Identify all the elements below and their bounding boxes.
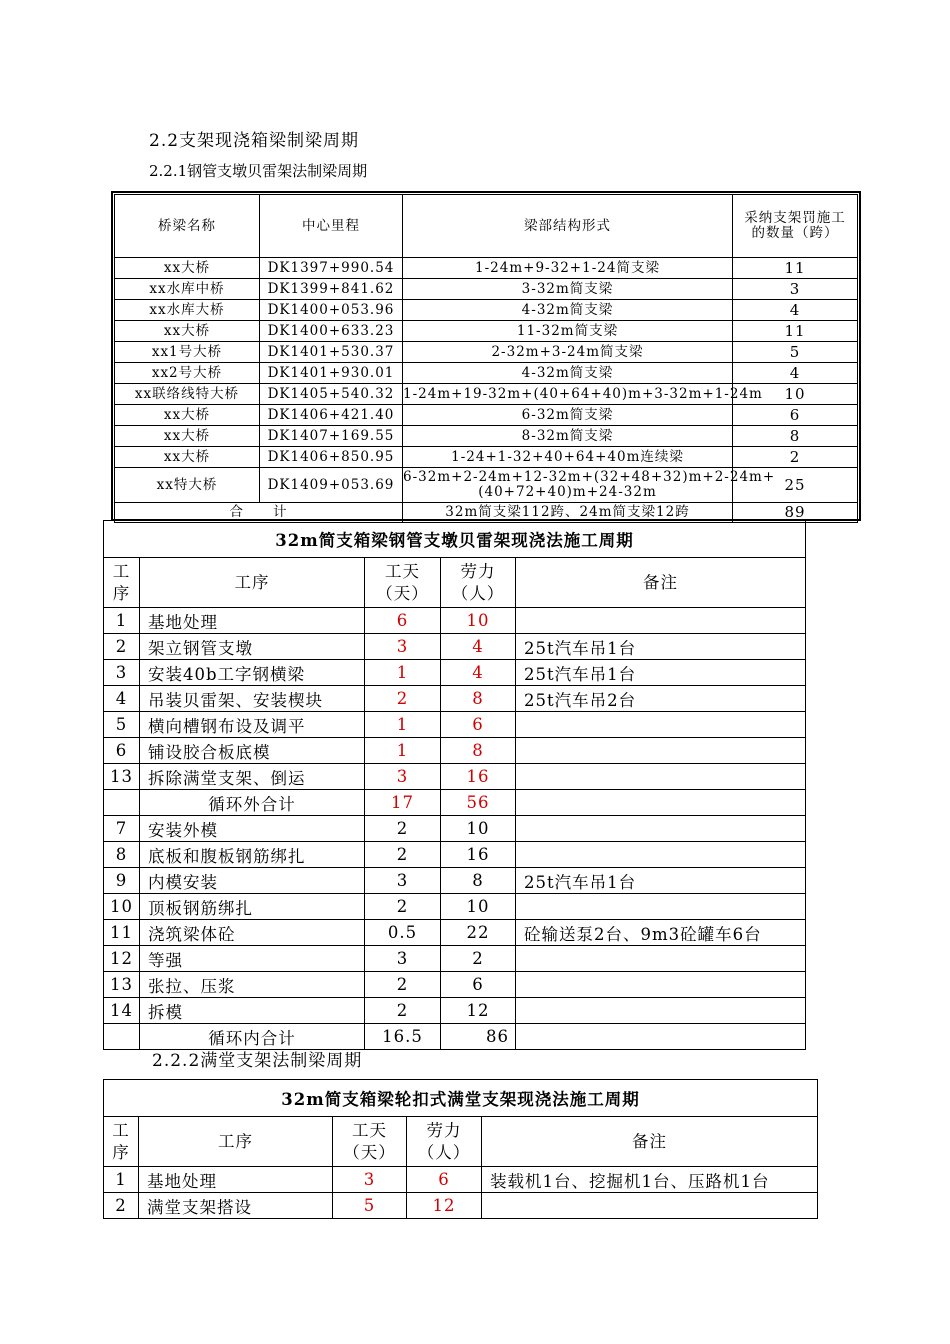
step-number: 10 [104, 894, 140, 920]
mileage: DK1407+169.55 [260, 426, 403, 447]
remark [516, 998, 806, 1024]
total-label: 合 计 [115, 503, 403, 523]
process-name: 内模安装 [140, 868, 365, 894]
bridge-name: xx1号大桥 [115, 342, 260, 363]
step-number: 12 [104, 946, 140, 972]
work-days: 2 [365, 972, 441, 998]
step-number: 5 [104, 712, 140, 738]
step-number: 11 [104, 920, 140, 946]
step-number: 7 [104, 816, 140, 842]
step-number: 4 [104, 686, 140, 712]
step-number: 2 [104, 1193, 139, 1219]
process-name: 安装外模 [140, 816, 365, 842]
work-days: 2 [365, 894, 441, 920]
process-name: 架立钢管支墩 [140, 634, 365, 660]
step-number: 13 [104, 764, 140, 790]
table-row [115, 342, 858, 363]
work-days: 3 [365, 868, 441, 894]
process-name: 基地处理 [140, 608, 365, 634]
structure: 8-32m简支梁 [403, 426, 733, 447]
subsection-heading: 2.2.2满堂支架法制梁周期 [152, 1051, 363, 1071]
table-header-row [115, 195, 858, 258]
span-count: 5 [733, 342, 858, 363]
subtotal-label: 循环外合计 [140, 790, 365, 816]
work-days: 3 [365, 634, 441, 660]
table-row [104, 738, 806, 764]
process-name: 拆除满堂支架、倒运 [140, 764, 365, 790]
work-days: 2 [365, 998, 441, 1024]
col-header-remark: 备注 [482, 1117, 818, 1167]
table-row [115, 258, 858, 279]
process-name: 安装40b工字钢横梁 [140, 660, 365, 686]
table-row [104, 1167, 818, 1193]
col-header-structure: 梁部结构形式 [403, 195, 733, 258]
structure: 11-32m简支梁 [403, 321, 733, 342]
work-days: 6 [365, 608, 441, 634]
remark: 25t汽车吊1台 [516, 660, 806, 686]
schedule-title-row [104, 521, 806, 558]
table-row [104, 998, 806, 1024]
bridge-table [111, 191, 861, 521]
bridge-name: xx大桥 [115, 405, 260, 426]
schedule-header-row [104, 1117, 818, 1167]
col-header-labor: 劳力 （人） [441, 558, 516, 608]
process-name: 吊装贝雷架、安装楔块 [140, 686, 365, 712]
labor-count: 10 [441, 816, 516, 842]
step-number: 6 [104, 738, 140, 764]
bridge-name: xx大桥 [115, 426, 260, 447]
labor-count: 12 [407, 1193, 482, 1219]
step-number: 13 [104, 972, 140, 998]
labor-count: 6 [441, 972, 516, 998]
labor-count: 6 [441, 712, 516, 738]
col-header-days: 工天 （天） [365, 558, 441, 608]
remark [516, 894, 806, 920]
process-name: 顶板钢筋绑扎 [140, 894, 365, 920]
work-days: 3 [365, 764, 441, 790]
span-count: 11 [733, 321, 858, 342]
table-row [115, 363, 858, 384]
span-count: 11 [733, 258, 858, 279]
structure: 4-32m简支梁 [403, 300, 733, 321]
process-name: 基地处理 [139, 1167, 333, 1193]
process-name: 浇筑梁体砼 [140, 920, 365, 946]
remark: 砼输送泵2台、9m3砼罐车6台 [516, 920, 806, 946]
total-structure: 32m简支梁112跨、24m简支梁12跨 [403, 503, 733, 523]
schedule-title-row [104, 1080, 818, 1117]
work-days: 2 [365, 842, 441, 868]
table-row [104, 842, 806, 868]
structure: 3-32m简支梁 [403, 279, 733, 300]
bridge-name: xx水库中桥 [115, 279, 260, 300]
step-number: 8 [104, 842, 140, 868]
remark [516, 608, 806, 634]
remark [516, 842, 806, 868]
mileage: DK1397+990.54 [260, 258, 403, 279]
mileage: DK1400+053.96 [260, 300, 403, 321]
table-row [104, 686, 806, 712]
bridge-name: xx特大桥 [115, 468, 260, 503]
mileage: DK1406+850.95 [260, 447, 403, 468]
col-header-count: 采纳支架罚施工 的数量（跨） [733, 195, 858, 258]
col-header-remark: 备注 [516, 558, 806, 608]
bridge-name: xx大桥 [115, 447, 260, 468]
work-days: 5 [333, 1193, 407, 1219]
table-row [115, 447, 858, 468]
remark: 25t汽车吊2台 [516, 686, 806, 712]
schedule-table-steel-pier [103, 520, 806, 1050]
remark [516, 738, 806, 764]
labor-count: 6 [407, 1167, 482, 1193]
remark [516, 972, 806, 998]
remark: 25t汽车吊1台 [516, 868, 806, 894]
work-days: 3 [333, 1167, 407, 1193]
remark [482, 1193, 818, 1219]
step-number: 2 [104, 634, 140, 660]
remark [516, 712, 806, 738]
col-header-bridge-name: 桥梁名称 [115, 195, 260, 258]
step-number: 1 [104, 1167, 139, 1193]
span-count: 4 [733, 300, 858, 321]
labor-count: 22 [441, 920, 516, 946]
mileage: DK1401+930.01 [260, 363, 403, 384]
step-number: 1 [104, 608, 140, 634]
work-days: 3 [365, 946, 441, 972]
labor-count: 8 [441, 738, 516, 764]
work-days: 0.5 [365, 920, 441, 946]
bridge-name: xx水库大桥 [115, 300, 260, 321]
mileage: DK1406+421.40 [260, 405, 403, 426]
process-name: 张拉、压浆 [140, 972, 365, 998]
remark [516, 816, 806, 842]
remark: 25t汽车吊1台 [516, 634, 806, 660]
labor-count: 4 [441, 660, 516, 686]
table-row [104, 894, 806, 920]
labor-count: 4 [441, 634, 516, 660]
table-row [115, 300, 858, 321]
mileage: DK1400+633.23 [260, 321, 403, 342]
subtotal-label: 循环内合计 [140, 1024, 365, 1050]
subtotal-days: 17 [365, 790, 441, 816]
table-row [104, 608, 806, 634]
col-header-mileage: 中心里程 [260, 195, 403, 258]
structure: 2-32m+3-24m简支梁 [403, 342, 733, 363]
span-count: 3 [733, 279, 858, 300]
schedule-title: 32m简支箱梁轮扣式满堂支架现浇法施工周期 [104, 1080, 818, 1117]
subtotal-row [104, 790, 806, 816]
table-row [104, 868, 806, 894]
col-header-days: 工天 （天） [333, 1117, 407, 1167]
mileage: DK1405+540.32 [260, 384, 403, 405]
mileage: DK1401+530.37 [260, 342, 403, 363]
subsection-heading: 2.2.1钢管支墩贝雷架法制梁周期 [149, 162, 368, 180]
process-name: 拆模 [140, 998, 365, 1024]
process-name: 底板和腹板钢筋绑扎 [140, 842, 365, 868]
subtotal-days: 16.5 [365, 1024, 441, 1050]
section-heading: 2.2支架现浇箱梁制梁周期 [149, 131, 360, 151]
bridge-name: xx2号大桥 [115, 363, 260, 384]
mileage: DK1409+053.69 [260, 468, 403, 503]
work-days: 2 [365, 686, 441, 712]
work-days: 1 [365, 660, 441, 686]
labor-count: 16 [441, 764, 516, 790]
structure: 1-24+1-32+40+64+40m连续梁 [403, 447, 733, 468]
table-row [104, 764, 806, 790]
bridge-name: xx联络线特大桥 [115, 384, 260, 405]
subtotal-labor: 86 [441, 1024, 516, 1050]
schedule-title: 32m简支箱梁钢管支墩贝雷架现浇法施工周期 [104, 521, 806, 558]
schedule-header-row [104, 558, 806, 608]
mileage: DK1399+841.62 [260, 279, 403, 300]
subtotal-labor: 56 [441, 790, 516, 816]
col-header-seq: 工 序 [104, 1117, 139, 1167]
step-number: 3 [104, 660, 140, 686]
table-row [104, 972, 806, 998]
work-days: 1 [365, 738, 441, 764]
table-row [115, 279, 858, 300]
labor-count: 16 [441, 842, 516, 868]
span-count: 6 [733, 405, 858, 426]
structure: 1-24m+19-32m+(40+64+40)m+3-32m+1-24m [403, 384, 733, 405]
work-days: 2 [365, 816, 441, 842]
span-count: 25 [733, 468, 858, 503]
table-row [115, 468, 858, 503]
structure: 6-32m+2-24m+12-32m+(32+48+32)m+2-24m+ (40+72+40)m+24-32m [403, 468, 733, 503]
remark [516, 764, 806, 790]
total-count: 89 [733, 503, 858, 523]
span-count: 10 [733, 384, 858, 405]
table-row [115, 321, 858, 342]
col-header-process: 工序 [140, 558, 365, 608]
span-count: 2 [733, 447, 858, 468]
step-number: 9 [104, 868, 140, 894]
labor-count: 8 [441, 868, 516, 894]
labor-count: 8 [441, 686, 516, 712]
process-name: 满堂支架搭设 [139, 1193, 333, 1219]
bridge-name: xx大桥 [115, 321, 260, 342]
span-count: 4 [733, 363, 858, 384]
col-header-process: 工序 [139, 1117, 333, 1167]
structure: 6-32m简支梁 [403, 405, 733, 426]
remark: 装载机1台、挖掘机1台、压路机1台 [482, 1167, 818, 1193]
labor-count: 10 [441, 608, 516, 634]
table-row [104, 920, 806, 946]
table-row [104, 946, 806, 972]
remark [516, 946, 806, 972]
table-row [104, 712, 806, 738]
labor-count: 10 [441, 894, 516, 920]
work-days: 1 [365, 712, 441, 738]
table-row [104, 816, 806, 842]
structure: 1-24m+9-32+1-24简支梁 [403, 258, 733, 279]
span-count: 8 [733, 426, 858, 447]
table-row [115, 426, 858, 447]
step-number: 14 [104, 998, 140, 1024]
process-name: 铺设胶合板底模 [140, 738, 365, 764]
table-row [115, 384, 858, 405]
table-row [104, 634, 806, 660]
labor-count: 2 [441, 946, 516, 972]
bridge-name: xx大桥 [115, 258, 260, 279]
table-row [104, 660, 806, 686]
schedule-table-full-scaffold [103, 1079, 818, 1219]
table-row [104, 1193, 818, 1219]
col-header-seq: 工 序 [104, 558, 140, 608]
process-name: 等强 [140, 946, 365, 972]
col-header-labor: 劳力 （人） [407, 1117, 482, 1167]
labor-count: 12 [441, 998, 516, 1024]
process-name: 横向槽钢布设及调平 [140, 712, 365, 738]
structure: 4-32m简支梁 [403, 363, 733, 384]
table-row [115, 405, 858, 426]
